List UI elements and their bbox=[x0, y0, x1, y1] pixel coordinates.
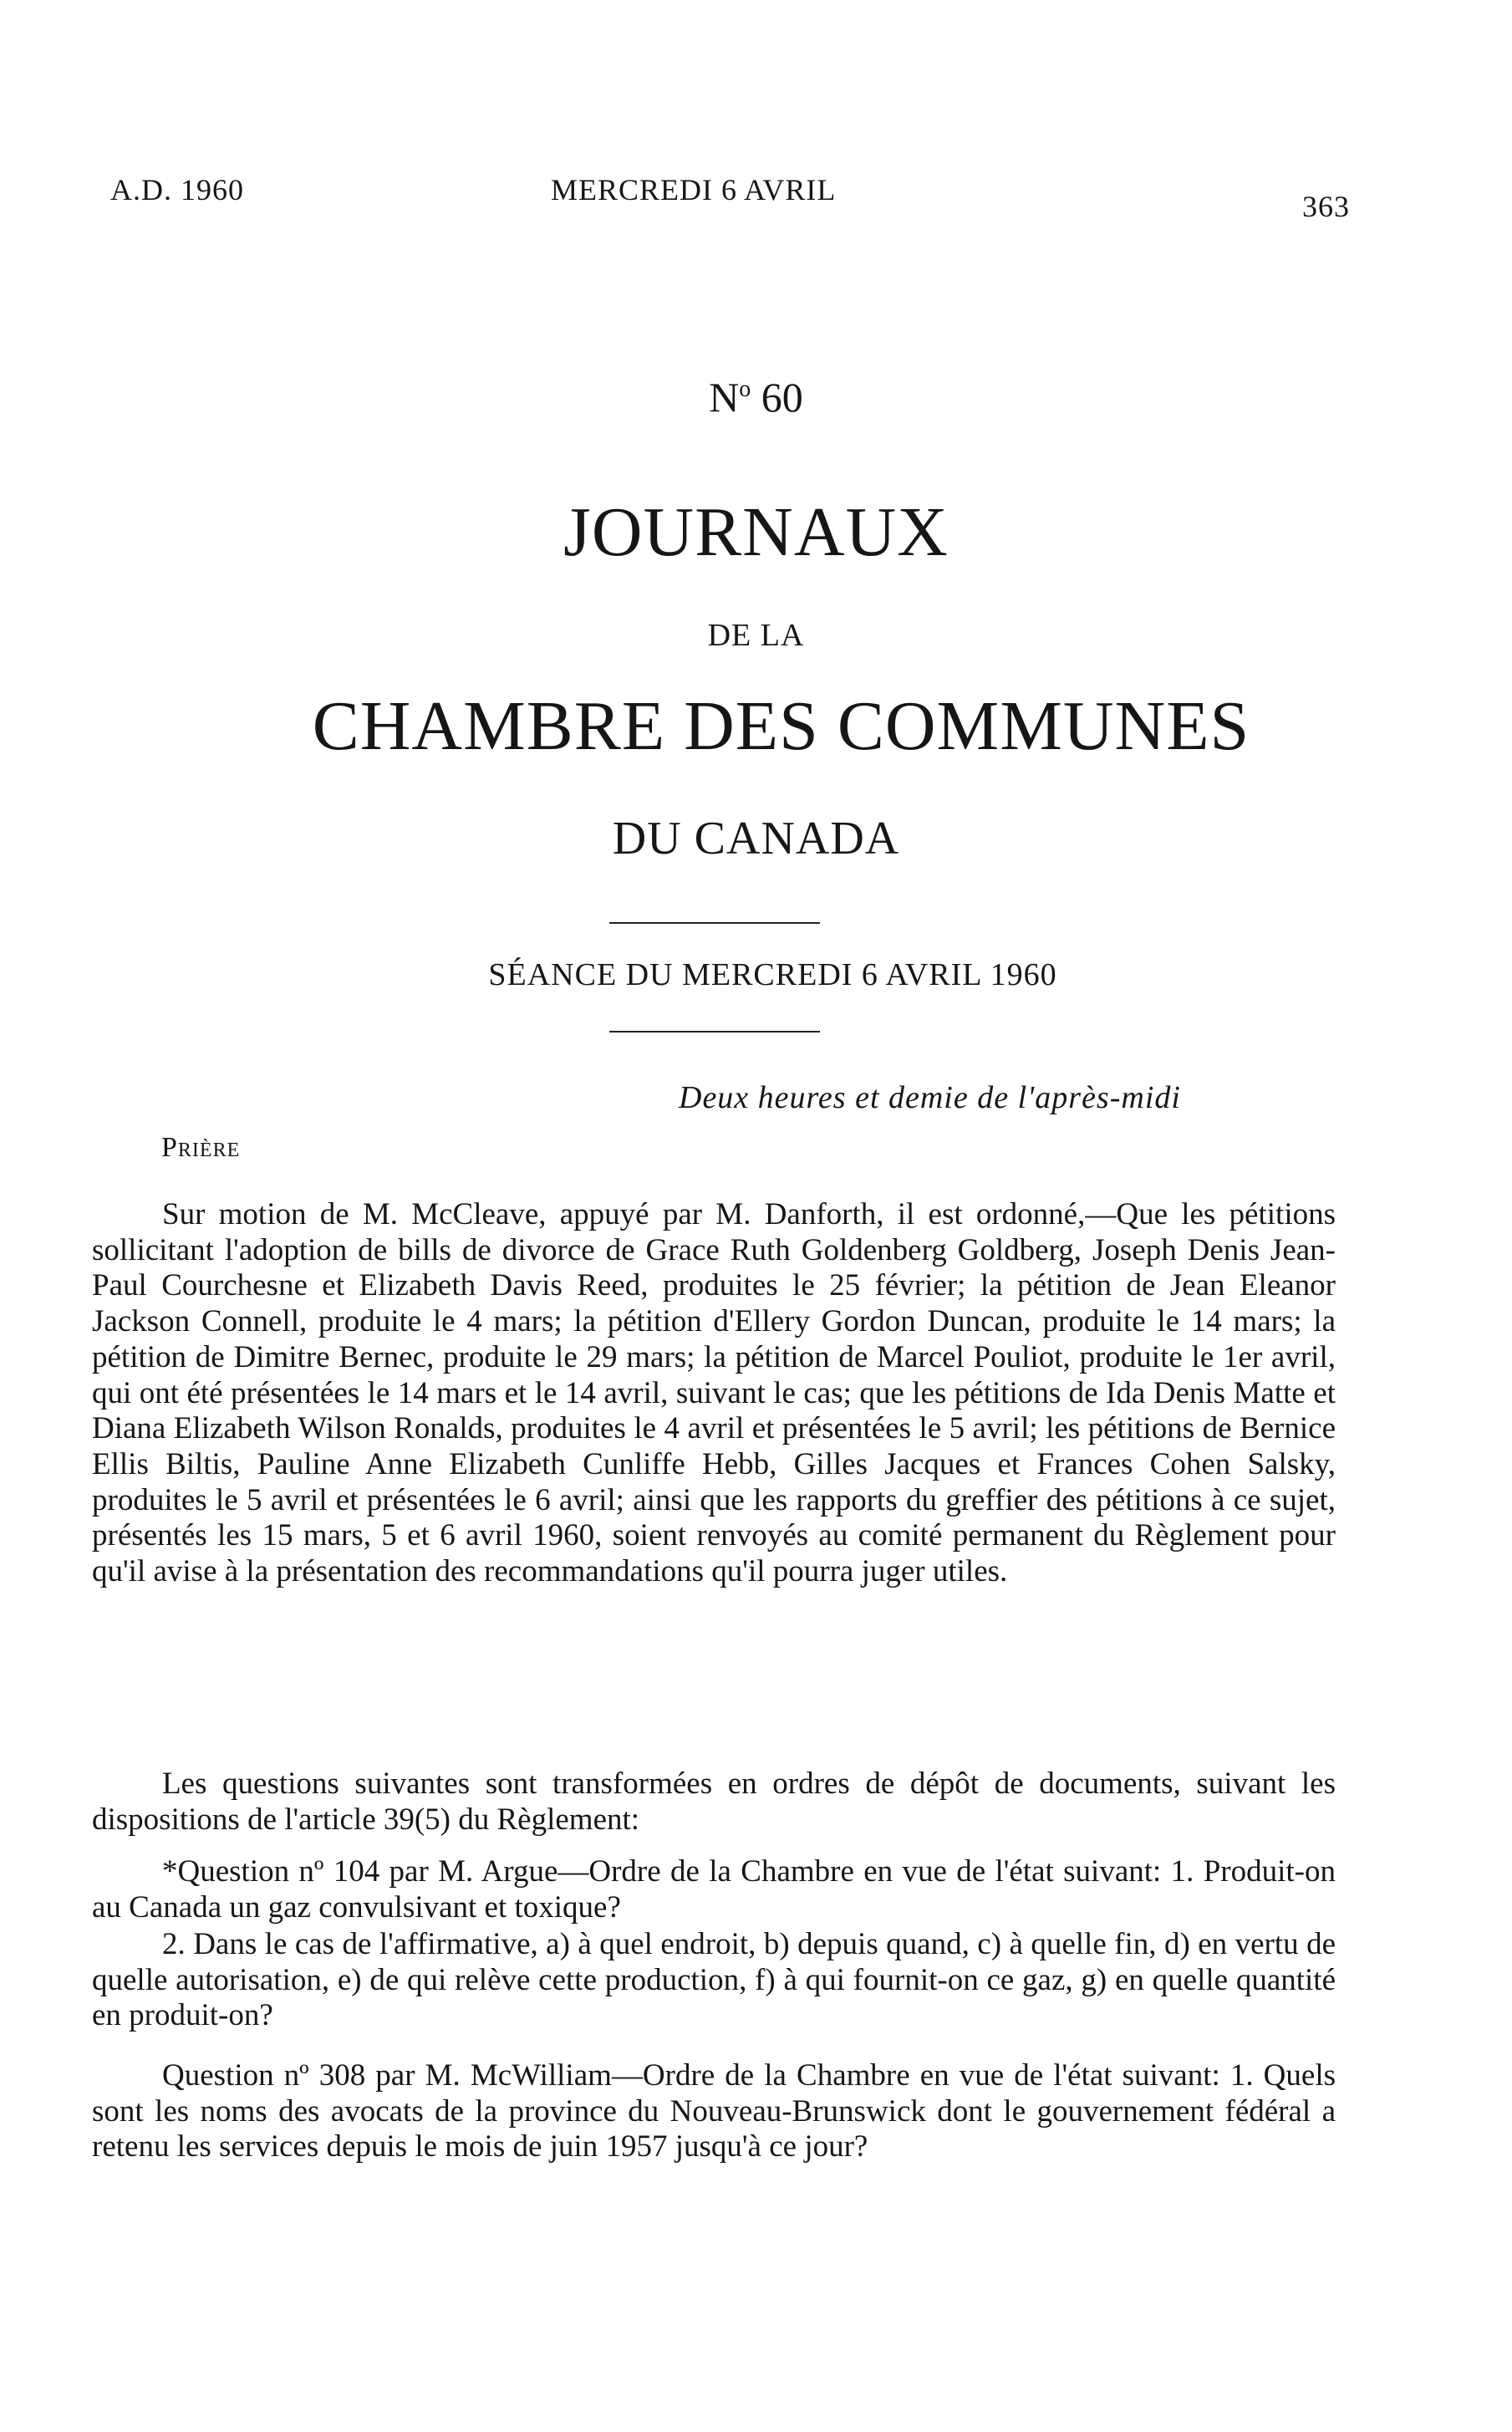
divider-bottom bbox=[609, 1031, 820, 1032]
header-date: MERCREDI 6 AVRIL bbox=[551, 173, 837, 206]
question-104-part2-paragraph: 2. Dans le cas de l'affirmative, a) à quel endroit, b) depuis quand, c) à quelle fin, d) en vertu de quelle autorisation, e) de qui relève cette production, f) à qui fournit-on ce gaz, g) en quelle quantité en produit-on? bbox=[92, 1927, 1336, 2033]
header-year: A.D. 1960 bbox=[110, 173, 244, 206]
motion-paragraph: Sur motion de M. McCleave, appuyé par M. Danforth, il est ordonné,—Que les pétitions sollicitant l'adoption de bills de divorce de Grace Ruth Goldenberg Goldberg, Joseph Denis Jean-Paul Courchesne et Elizabeth Davis Reed, produites le 25 février; la pétition de Jean Eleanor Jackson Connell, produite le 4 mars; la pétition d'Ellery Gordon Duncan, produite le 14 mars; la pétition de Dimitre Bernec, produite le 29 mars; la pétition de Marcel Pouliot, produite le 1er avril, qui ont été présentées le 14 mars et le 14 avril, suivant le cas; que les pétitions de Ida Denis Matte et Diana Elizabeth Wilson Ronalds, produites le 4 avril et présentées le 5 avril; les pétitions de Bernice Ellis Biltis, Pauline Anne Elizabeth Cunliffe Hebb, Gilles Jacques et Frances Cohen Salsky, produites le 5 avril et présentées le 6 avril; ainsi que les rapports du greffier des pétitions à ce sujet, présentés les 15 mars, 5 et 6 avril 1960, soient renvoyés au comité permanent du Règlement pour qu'il avise à la présentation des recommandations qu'il pourra juger utiles. bbox=[92, 1197, 1336, 1589]
title-canada: DU CANADA bbox=[612, 813, 900, 864]
question-308-paragraph: Question nº 308 par M. McWilliam—Ordre de la Chambre en vue de l'état suivant: 1. Quels sont les noms des avocats de la province du Nouveau-Brunswick dont le gouvernement fédéral a retenu les services depuis le mois de juin 1957 jusqu'à ce jour? bbox=[92, 2058, 1336, 2164]
title-chambre: CHAMBRE DES COMMUNES bbox=[312, 687, 1250, 765]
number-value: 60 bbox=[751, 374, 803, 421]
priere-heading: Prière bbox=[161, 1132, 241, 1163]
journal-number bbox=[0, 373, 1512, 421]
question-104-paragraph: *Question nº 104 par M. Argue—Ordre de la Chambre en vue de l'état suivant: 1. Produit-on au Canada un gaz convulsivant et toxique? bbox=[92, 1854, 1336, 1925]
title-de-la: DE LA bbox=[707, 618, 805, 653]
divider-top bbox=[609, 922, 820, 924]
sitting-time: Deux heures et demie de l'après-midi bbox=[679, 1080, 1181, 1115]
questions-intro-paragraph: Les questions suivantes sont transformées en ordres de dépôt de documents, suivant les dispositions de l'article 39(5) du Règlement: bbox=[92, 1767, 1336, 1837]
seance-heading: SÉANCE DU MERCREDI 6 AVRIL 1960 bbox=[488, 957, 1057, 992]
number-superscript: o bbox=[739, 376, 751, 402]
title-journaux: JOURNAUX bbox=[563, 493, 949, 571]
number-prefix: N bbox=[709, 374, 740, 421]
page-number: 363 bbox=[1302, 190, 1350, 223]
